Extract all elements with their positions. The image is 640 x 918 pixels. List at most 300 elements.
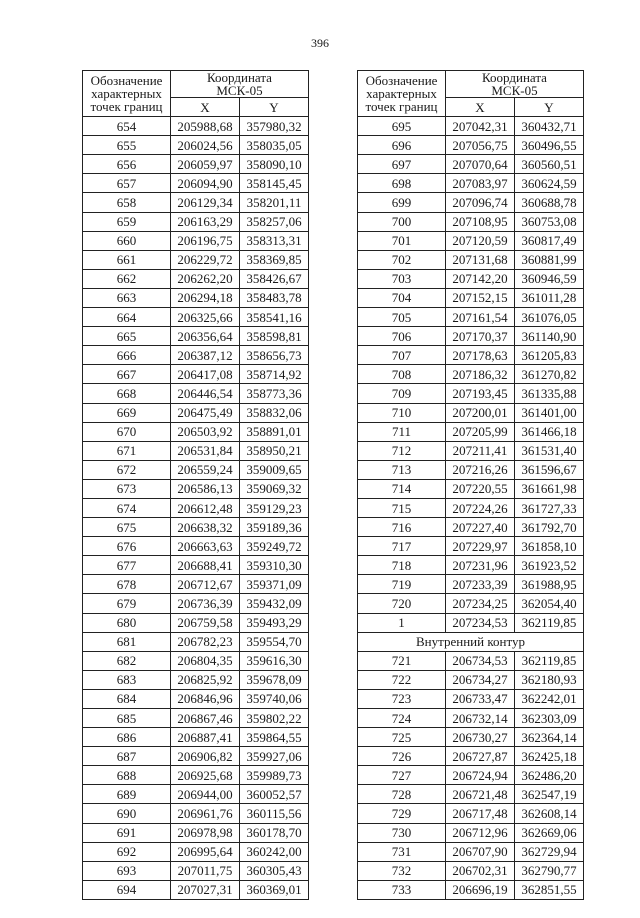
coordinate-x: 206782,23 [171,632,240,651]
coordinate-y: 359009,65 [240,460,309,479]
coordinate-y: 362547,19 [515,785,584,804]
table-row [358,479,584,498]
table-row [83,136,309,155]
point-number: 695 [358,117,446,136]
table-row [358,308,584,327]
point-number: 660 [83,231,171,250]
table-body-right [358,117,584,633]
point-number: 680 [83,613,171,632]
coordinate-x: 206721,48 [446,785,515,804]
coordinate-y: 358891,01 [240,422,309,441]
coordinate-y: 358598,81 [240,327,309,346]
coordinate-x: 207178,63 [446,346,515,365]
point-number: 674 [83,498,171,517]
coordinate-y: 361727,33 [515,498,584,517]
table-row [83,594,309,613]
designation-header-line: Обозначение [365,73,438,89]
point-number: 684 [83,689,171,708]
point-number: 700 [358,212,446,231]
table-row [83,231,309,250]
coordinate-x: 206163,29 [171,212,240,231]
coordinate-y: 359129,23 [240,498,309,517]
point-number: 657 [83,174,171,193]
table-row [358,842,584,861]
coordinate-x: 206417,08 [171,365,240,384]
point-number: 654 [83,117,171,136]
coordinate-x: 206612,48 [171,498,240,517]
coordinate-x: 206559,24 [171,460,240,479]
coordinates-table-right [357,70,584,900]
table-row [83,670,309,689]
coordinate-y: 361205,83 [515,346,584,365]
coordinate-x: 206024,56 [171,136,240,155]
table-body-left [83,117,309,900]
coordinate-x: 206196,75 [171,231,240,250]
table-row [83,880,309,899]
table-row [358,651,584,670]
coordinate-y: 361531,40 [515,441,584,460]
coordinate-y: 362851,55 [515,880,584,899]
table-row [358,269,584,288]
point-number: 681 [83,632,171,651]
x-header: X [446,98,515,117]
coordinate-x: 207027,31 [171,880,240,899]
coordinate-y: 362425,18 [515,747,584,766]
coordinate-x: 206446,54 [171,384,240,403]
coordinate-y: 359493,29 [240,613,309,632]
point-number: 687 [83,747,171,766]
table-row [358,556,584,575]
coordinate-y: 358090,10 [240,155,309,174]
point-number: 727 [358,766,446,785]
coordinate-y: 360178,70 [240,823,309,842]
coordinate-x: 206688,41 [171,556,240,575]
table-row [358,231,584,250]
point-number: 691 [83,823,171,842]
table-row [83,250,309,269]
point-number: 705 [358,308,446,327]
coordinate-y: 361270,82 [515,365,584,384]
coordinate-y: 360881,99 [515,250,584,269]
designation-header-line: характерных [366,86,437,102]
point-number: 717 [358,537,446,556]
coordinate-x: 206129,34 [171,193,240,212]
section-row-group [358,632,584,651]
table-row [83,346,309,365]
point-number: 706 [358,327,446,346]
coordinate-y: 359616,30 [240,651,309,670]
coordinate-x: 206586,13 [171,479,240,498]
designation-header [358,71,446,117]
coordinate-x: 206229,72 [171,250,240,269]
table-row [358,117,584,136]
coordinate-y: 358714,92 [240,365,309,384]
coordinate-y: 362119,85 [515,651,584,670]
point-number: 673 [83,479,171,498]
point-number: 683 [83,670,171,689]
table-row [83,269,309,288]
designation-header-line: характерных [91,86,162,102]
coordinate-header-line: Координата [482,70,547,85]
coordinate-y: 362180,93 [515,670,584,689]
table-row [83,479,309,498]
coordinate-y: 358201,11 [240,193,309,212]
coordinate-y: 361076,05 [515,308,584,327]
designation-header-line: точек границ [90,99,163,115]
coordinate-y: 358145,45 [240,174,309,193]
table-row [83,842,309,861]
table-row [358,804,584,823]
coordinate-y: 358773,36 [240,384,309,403]
coordinate-x: 207161,54 [446,308,515,327]
coordinate-x: 206712,67 [171,575,240,594]
x-header: X [171,98,240,117]
table-row [83,193,309,212]
coordinate-x: 207108,95 [446,212,515,231]
table-row [358,613,584,632]
table-row [358,460,584,479]
coordinate-y: 359069,32 [240,479,309,498]
coordinate-y: 361661,98 [515,479,584,498]
table-row [358,670,584,689]
coordinate-y: 361923,52 [515,556,584,575]
table-row [358,155,584,174]
coordinate-y: 361792,70 [515,518,584,537]
coordinate-x: 206804,35 [171,651,240,670]
coordinate-x: 207142,20 [446,269,515,288]
coordinate-header [171,71,309,98]
coordinate-y: 362729,94 [515,842,584,861]
coordinate-y: 360946,59 [515,269,584,288]
table-row [83,155,309,174]
coordinate-x: 206356,64 [171,327,240,346]
coordinate-y: 360369,01 [240,880,309,899]
point-number: 712 [358,441,446,460]
y-header: Y [240,98,309,117]
coordinate-x: 206724,94 [446,766,515,785]
table-row [83,689,309,708]
coordinate-y: 359189,36 [240,518,309,537]
point-number: 663 [83,288,171,307]
coordinate-y: 360115,56 [240,804,309,823]
coordinate-y: 359371,09 [240,575,309,594]
point-number: 688 [83,766,171,785]
coordinate-x: 207234,53 [446,613,515,632]
coordinate-y: 362364,14 [515,728,584,747]
coordinate-x: 207186,32 [446,365,515,384]
coordinate-x: 206867,46 [171,709,240,728]
coordinate-x: 206696,19 [446,880,515,899]
point-number: 704 [358,288,446,307]
coordinate-x: 206736,39 [171,594,240,613]
designation-header-line: точек границ [365,99,438,115]
coordinate-y: 358313,31 [240,231,309,250]
point-number: 724 [358,709,446,728]
coordinate-y: 358832,06 [240,403,309,422]
designation-header-line: Обозначение [90,73,163,89]
table-row [83,174,309,193]
table-row [83,766,309,785]
coordinate-y: 362054,40 [515,594,584,613]
table-row [83,327,309,346]
coordinate-x: 206995,64 [171,842,240,861]
coordinate-x: 206663,63 [171,537,240,556]
coordinate-y: 359740,06 [240,689,309,708]
table-row [83,288,309,307]
coordinate-x: 206925,68 [171,766,240,785]
point-number: 714 [358,479,446,498]
point-number: 711 [358,422,446,441]
table-row [83,460,309,479]
table-row [83,632,309,651]
coordinate-y: 358483,78 [240,288,309,307]
coordinate-x: 206961,76 [171,804,240,823]
point-number: 719 [358,575,446,594]
table-row [358,861,584,880]
point-number: 725 [358,728,446,747]
coordinate-y: 358257,06 [240,212,309,231]
coordinate-x: 207211,41 [446,441,515,460]
table-row [83,212,309,231]
point-number: 671 [83,441,171,460]
table-row [358,498,584,517]
coordinate-x: 206846,96 [171,689,240,708]
coordinate-x: 206733,47 [446,689,515,708]
point-number: 708 [358,365,446,384]
table-row [358,575,584,594]
coordinate-y: 362608,14 [515,804,584,823]
coordinate-x: 206262,20 [171,269,240,288]
coordinate-x: 207193,45 [446,384,515,403]
coordinate-x: 207083,97 [446,174,515,193]
table-row [83,785,309,804]
point-number: 715 [358,498,446,517]
coordinate-x: 207233,39 [446,575,515,594]
point-number: 670 [83,422,171,441]
coordinate-y: 361011,28 [515,288,584,307]
coordinate-x: 206294,18 [171,288,240,307]
coordinate-x: 207224,26 [446,498,515,517]
point-number: 697 [358,155,446,174]
coordinate-y: 360688,78 [515,193,584,212]
point-number: 690 [83,804,171,823]
table-row [83,365,309,384]
point-number: 685 [83,709,171,728]
table-row [358,709,584,728]
table-row [83,613,309,632]
coordinate-x: 206717,48 [446,804,515,823]
table-row [358,728,584,747]
coordinate-y: 361988,95 [515,575,584,594]
point-number: 682 [83,651,171,670]
point-number: 666 [83,346,171,365]
coordinate-x: 206906,82 [171,747,240,766]
coordinate-y: 361140,90 [515,327,584,346]
coordinate-x: 207170,37 [446,327,515,346]
coordinate-y: 359310,30 [240,556,309,575]
table-row [358,747,584,766]
coordinate-x: 207096,74 [446,193,515,212]
table-row [83,651,309,670]
point-number: 716 [358,518,446,537]
point-number: 679 [83,594,171,613]
coordinate-y: 362242,01 [515,689,584,708]
table-row [358,346,584,365]
table-row [358,327,584,346]
table-row [83,537,309,556]
point-number: 720 [358,594,446,613]
coordinate-x: 206887,41 [171,728,240,747]
point-number: 659 [83,212,171,231]
coordinate-x: 206825,92 [171,670,240,689]
coordinate-y: 358541,16 [240,308,309,327]
coordinate-y: 361858,10 [515,537,584,556]
point-number: 722 [358,670,446,689]
coordinate-y: 357980,32 [240,117,309,136]
coordinate-header-line: Координата [207,70,272,85]
coordinate-x: 207131,68 [446,250,515,269]
table-row [358,422,584,441]
point-number: 721 [358,651,446,670]
coordinate-x: 207205,99 [446,422,515,441]
coordinate-y: 358656,73 [240,346,309,365]
point-number: 698 [358,174,446,193]
coordinate-x: 207200,01 [446,403,515,422]
point-number: 672 [83,460,171,479]
coordinate-x: 206531,84 [171,441,240,460]
coordinate-y: 358426,67 [240,269,309,288]
point-number: 692 [83,842,171,861]
table-row [83,823,309,842]
table-row [358,365,584,384]
point-number: 665 [83,327,171,346]
table-row [358,537,584,556]
coordinate-x: 207229,97 [446,537,515,556]
point-number: 693 [83,861,171,880]
point-number: 677 [83,556,171,575]
point-number: 658 [83,193,171,212]
coordinate-header-line: МСК-05 [216,83,263,98]
coordinate-x: 206759,58 [171,613,240,632]
point-number: 656 [83,155,171,174]
coordinates-table-left [82,70,309,900]
table-row [358,594,584,613]
coordinate-y: 359927,06 [240,747,309,766]
table-row [358,441,584,460]
coordinate-y: 362303,09 [515,709,584,728]
table-row [358,250,584,269]
coordinate-y: 360496,55 [515,136,584,155]
coordinate-header [446,71,584,98]
point-number: 723 [358,689,446,708]
coordinate-y: 360624,59 [515,174,584,193]
point-number: 709 [358,384,446,403]
coordinate-x: 206712,96 [446,823,515,842]
coordinate-y: 360753,08 [515,212,584,231]
coordinate-x: 206707,90 [446,842,515,861]
table-row [358,518,584,537]
coordinate-header-line: МСК-05 [491,83,538,98]
coordinate-y: 362486,20 [515,766,584,785]
point-number: 676 [83,537,171,556]
coordinate-y: 359864,55 [240,728,309,747]
point-number: 730 [358,823,446,842]
point-number: 713 [358,460,446,479]
point-number: 707 [358,346,446,365]
coordinate-x: 207216,26 [446,460,515,479]
coordinate-x: 206475,49 [171,403,240,422]
coordinate-x: 207227,40 [446,518,515,537]
coordinate-x: 206059,97 [171,155,240,174]
point-number: 668 [83,384,171,403]
table-row [358,193,584,212]
coordinate-y: 358035,05 [240,136,309,155]
designation-header [83,71,171,117]
table-row [83,709,309,728]
coordinate-x: 206094,90 [171,174,240,193]
coordinate-y: 360817,49 [515,231,584,250]
table-row [358,766,584,785]
point-number: 675 [83,518,171,537]
point-number: 731 [358,842,446,861]
point-number: 655 [83,136,171,155]
table-row [83,518,309,537]
coordinate-x: 207011,75 [171,861,240,880]
coordinate-x: 206730,27 [446,728,515,747]
coordinate-y: 360560,51 [515,155,584,174]
table-row [83,117,309,136]
table-row [358,384,584,403]
table-row [83,308,309,327]
section-label: Внутренний контур [358,632,584,651]
point-number: 702 [358,250,446,269]
table-row [83,384,309,403]
coordinate-x: 207220,55 [446,479,515,498]
coordinate-x: 206702,31 [446,861,515,880]
table-row [358,174,584,193]
coordinate-x: 207120,59 [446,231,515,250]
point-number: 669 [83,403,171,422]
coordinate-y: 360432,71 [515,117,584,136]
coordinate-y: 361596,67 [515,460,584,479]
coordinate-x: 206978,98 [171,823,240,842]
coordinate-x: 207152,15 [446,288,515,307]
table-row [83,556,309,575]
point-number: 733 [358,880,446,899]
table-row [83,422,309,441]
coordinate-y: 359802,22 [240,709,309,728]
coordinate-x: 206727,87 [446,747,515,766]
coordinate-x: 206638,32 [171,518,240,537]
coordinate-x: 207231,96 [446,556,515,575]
table-row [358,212,584,231]
coordinate-y: 360305,43 [240,861,309,880]
point-number: 689 [83,785,171,804]
table-row [83,861,309,880]
table-row [358,785,584,804]
point-number: 667 [83,365,171,384]
coordinate-y: 359989,73 [240,766,309,785]
table-row [83,747,309,766]
coordinate-x: 206387,12 [171,346,240,365]
point-number: 662 [83,269,171,288]
table-row [83,403,309,422]
coordinate-y: 361466,18 [515,422,584,441]
point-number: 686 [83,728,171,747]
coordinate-y: 361401,00 [515,403,584,422]
coordinate-x: 206325,66 [171,308,240,327]
table-row [83,728,309,747]
